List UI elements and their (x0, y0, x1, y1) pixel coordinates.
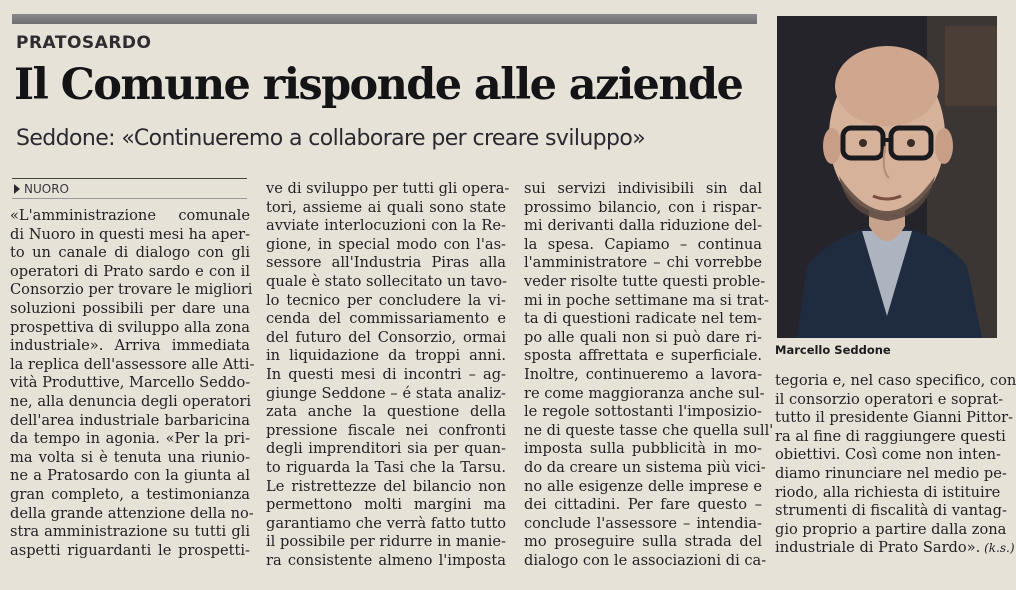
text-line: dell'area industriale barbaricina (10, 411, 250, 429)
text-line: ve di sviluppo per tutti gli opera- (266, 180, 510, 197)
text-line: quale è stato sollecitato un tavo- (266, 272, 507, 290)
text-line: lo tecnico per concludere la vi- (266, 291, 506, 309)
text-line: di Nuoro in questi mesi ha aper- (10, 225, 250, 243)
text-line: sessore all'Industria Piras alla (266, 254, 506, 272)
text-line: Consorzio per trovare le migliori (10, 281, 253, 299)
text-line: riodo, alla richiesta di istituire (775, 483, 1001, 501)
photo-caption: Marcello Seddone (775, 343, 891, 357)
text-line: dialogo con le associazioni di ca- (524, 551, 767, 569)
text-line: il possibile per ridurre in manie- (266, 533, 506, 551)
text-line: giunge Seddone – é stata analiz- (266, 384, 506, 402)
text-line: da tempo in agonia. «Per la pri- (10, 430, 250, 448)
text-line: la spesa. Capiamo – continua (524, 235, 762, 253)
text-line: po alle quali non si può dare ri- (524, 328, 762, 346)
text-line: degli imprenditori sia per quan- (266, 440, 506, 458)
text-line: in liquidazione da troppi anni. (266, 347, 506, 365)
text-line: zata anche la questione della (266, 403, 506, 421)
text-line: industriale». Arriva immediata (10, 337, 250, 355)
section-kicker: PRATOSARDO (16, 33, 152, 53)
text-line: tegoria e, nel caso specifico, con (775, 372, 1016, 389)
text-line: obiettivi. Così come non inten- (775, 446, 1001, 464)
text-line: imposta sulla pubblicità in mo- (524, 440, 762, 458)
text-line: l'amministratore – chi vorrebbe (524, 254, 762, 272)
top-rule (12, 14, 757, 24)
subheadline: Seddone: «Continueremo a collaborare per creare sviluppo» (16, 126, 646, 151)
text-line: ne, alla denuncia degli operatori (10, 392, 252, 410)
text-line: prospettiva di sviluppo alla zona (10, 318, 250, 336)
text-line: la replica dell'assessore alle Atti- (10, 355, 255, 373)
text-line: no alle esigenze delle imprese e (524, 477, 762, 495)
text-line: il consorzio operatori e soprat- (775, 390, 1004, 408)
text-line: mo proseguire sulla strada del (524, 533, 762, 551)
text-line: permettono molti margini ma (266, 496, 506, 514)
text-line: della grande attenzione della no- (10, 504, 254, 522)
dateline-rule-bottom (12, 198, 247, 199)
portrait-illustration (777, 16, 997, 338)
text-line: avviate interlocuzioni con la Re- (266, 217, 506, 235)
text-line: ne a Pratosardo con la giunta al (10, 467, 250, 485)
text-line: «L'amministrazione comunale (10, 207, 250, 224)
text-line: ta di questioni radicate nel tem- (524, 310, 762, 328)
text-line: operatori di Prato sardo e con il (10, 262, 250, 280)
text-line: ra al fine di raggiungere questi (775, 427, 1006, 445)
article-column-1 (10, 207, 255, 560)
text-line: tori, assieme ai quali sono state (266, 198, 506, 216)
text-line: dei cittadini. Per fare questo – (524, 496, 762, 514)
text-line: In questi mesi di incontri – ag- (266, 365, 506, 383)
text-line: Le ristrettezze del bilancio non (266, 477, 506, 495)
article-column-4 (775, 372, 1016, 558)
text-line: vità Produttive, Marcello Seddo- (10, 374, 251, 392)
text-line: del futuro del Consorzio, ormai (266, 328, 506, 346)
text-line: ma volta si è tenuta una riunio- (10, 448, 250, 466)
text-line: mi in poche settimane ma si trat- (524, 291, 769, 309)
dateline (14, 182, 69, 196)
text-line: prossimo bilancio, con i rispar- (524, 198, 762, 216)
text-line: strumenti di fiscalità di vantag- (775, 502, 1007, 520)
text-line: gran completo, a testimonianza (10, 485, 250, 503)
text-line: stra amministrazione su tutti gli (10, 523, 250, 541)
text-line: ne di queste tasse che quella sull' (524, 421, 774, 439)
text-line: to un canale di dialogo con gli (10, 244, 250, 262)
text-line: to riguarda la Tasi che la Tarsu. (266, 458, 506, 476)
text-line: soluzioni possibili per dare una (10, 299, 250, 317)
dateline-rule-top (12, 178, 247, 179)
text-line: gio proprio a partire dalla zona (775, 520, 1007, 538)
headline: Il Comune risponde alle aziende (14, 60, 743, 110)
text-line: conclude l'assessore – intendia- (524, 514, 762, 532)
text-line: Inoltre, continueremo a lavora- (524, 365, 762, 383)
text-line: industriale di Prato Sardo». (k.s.) (775, 539, 1015, 557)
text-line: re come maggioranza anche sul- (524, 384, 765, 402)
text-line: tutto il presidente Gianni Pittor- (775, 409, 1014, 427)
text-line: aspetti riguardanti le prospetti- (10, 541, 250, 559)
text-line: ra consistente almeno l'imposta (266, 551, 506, 569)
text-line: do da creare un sistema più vici- (524, 458, 766, 476)
article-column-3 (524, 180, 774, 570)
text-line: sui servizi indivisibili sin dal (524, 180, 762, 197)
text-line: pressione fiscale nei confronti (266, 421, 506, 439)
text-line: le regole sottostanti l'imposizio- (524, 403, 762, 421)
article-column-2 (266, 180, 510, 570)
triangle-marker-icon (14, 184, 20, 194)
text-line: mi derivanti dalla riduzione del- (524, 217, 762, 235)
text-line: garantiamo che verrà fatto tutto (266, 514, 506, 532)
text-line: veder risolte tutte questi proble- (524, 272, 766, 290)
text-line: sposta affrettata e superficiale. (524, 347, 762, 365)
portrait-photo (777, 16, 997, 338)
text-line: gione, in special modo con l'as- (266, 235, 506, 253)
text-line: diamo rinunciare nel medio pe- (775, 464, 1007, 482)
dateline-place: NUORO (24, 182, 69, 196)
text-line: cenda del commissariamento e (266, 310, 506, 328)
author-signature: (k.s.) (980, 541, 1015, 556)
